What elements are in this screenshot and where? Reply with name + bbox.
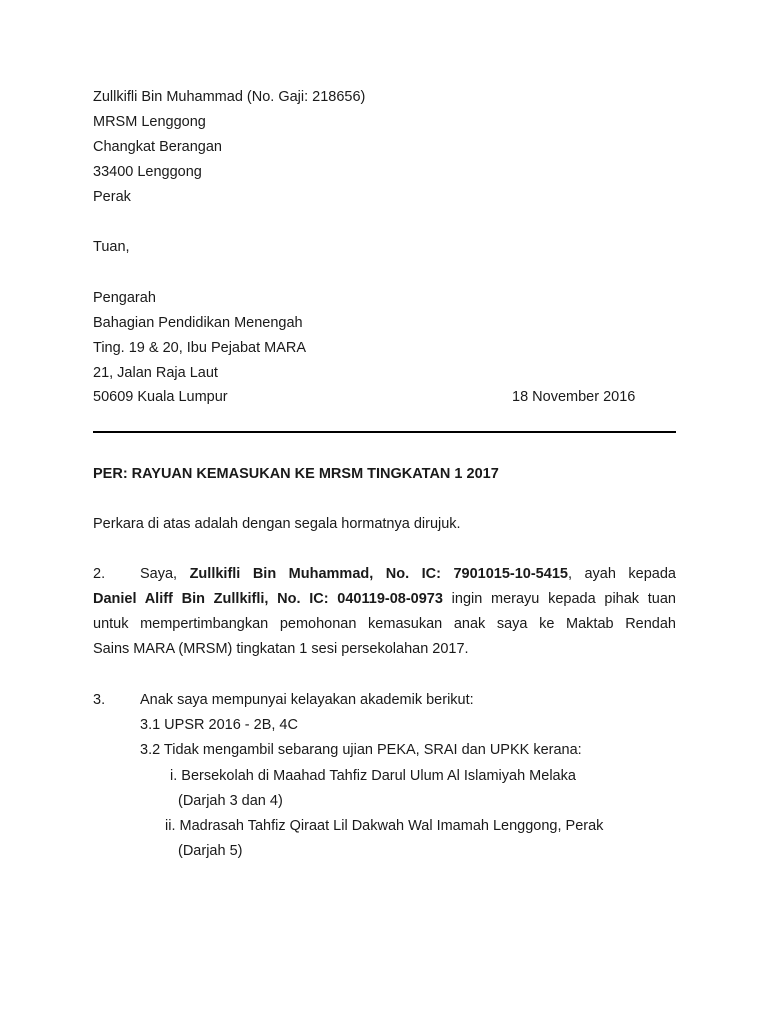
paragraph-1: Perkara di atas adalah dengan segala hormatnya dirujuk. — [93, 516, 461, 532]
paragraph-2-line-1 — [93, 565, 676, 583]
letter-date: 18 November 2016 — [512, 389, 636, 405]
sender-line-2: MRSM Lenggong — [93, 114, 206, 130]
paragraph-3-line-1 — [93, 691, 474, 709]
sender-line-5: Perak — [93, 189, 131, 205]
paragraph-2-line-3: untuk mempertimbangkan pemohonan kemasukan anak saya ke Maktab Rendah — [93, 616, 676, 632]
paragraph-3-intro: Anak saya mempunyai kelayakan akademik berikut: — [140, 692, 474, 708]
recipient-line-5: 50609 Kuala Lumpur — [93, 389, 228, 405]
paragraph-2-after-father: , ayah kepada — [567, 566, 676, 582]
paragraph-2-line-2 — [93, 590, 676, 608]
sub-item-ii-line-1: ii. Madrasah Tahfiz Qiraat Lil Dakwah Wal Imamah Lenggong, Perak — [165, 818, 604, 834]
sender-line-1: Zullkifli Bin Muhammad (No. Gaji: 218656) — [93, 89, 366, 105]
paragraph-2-number: 2. — [93, 566, 106, 582]
sender-line-4: 33400 Lenggong — [93, 164, 202, 180]
sub-item-ii-line-2: (Darjah 5) — [178, 843, 243, 859]
child-identity: Daniel Aliff Bin Zullkifli, No. IC: 040119-08-0973 — [93, 591, 443, 607]
paragraph-2-line-4: Sains MARA (MRSM) tingkatan 1 sesi persekolahan 2017. — [93, 641, 469, 657]
recipient-line-4: 21, Jalan Raja Laut — [93, 365, 218, 381]
paragraph-2-intro: Saya, — [140, 566, 190, 582]
subject-line: PER: RAYUAN KEMASUKAN KE MRSM TINGKATAN 1 2017 — [93, 466, 499, 482]
item-3-1: 3.1 UPSR 2016 - 2B, 4C — [140, 717, 298, 733]
divider-line — [93, 431, 676, 433]
sender-line-3: Changkat Berangan — [93, 139, 222, 155]
paragraph-2-after-child: ingin merayu kepada pihak tuan — [442, 591, 676, 607]
item-3-2: 3.2 Tidak mengambil sebarang ujian PEKA, SRAI dan UPKK kerana: — [140, 742, 582, 758]
sub-item-i-line-1: i. Bersekolah di Maahad Tahfiz Darul Ulum Al Islamiyah Melaka — [170, 768, 576, 784]
recipient-line-1: Pengarah — [93, 290, 156, 306]
recipient-line-2: Bahagian Pendidikan Menengah — [93, 315, 303, 331]
sub-item-i-line-2: (Darjah 3 dan 4) — [178, 793, 283, 809]
father-identity: Zullkifli Bin Muhammad, No. IC: 7901015-10-5415 — [189, 566, 568, 582]
recipient-line-3: Ting. 19 & 20, Ibu Pejabat MARA — [93, 340, 307, 356]
salutation: Tuan, — [93, 239, 130, 255]
paragraph-3-number: 3. — [93, 692, 106, 708]
